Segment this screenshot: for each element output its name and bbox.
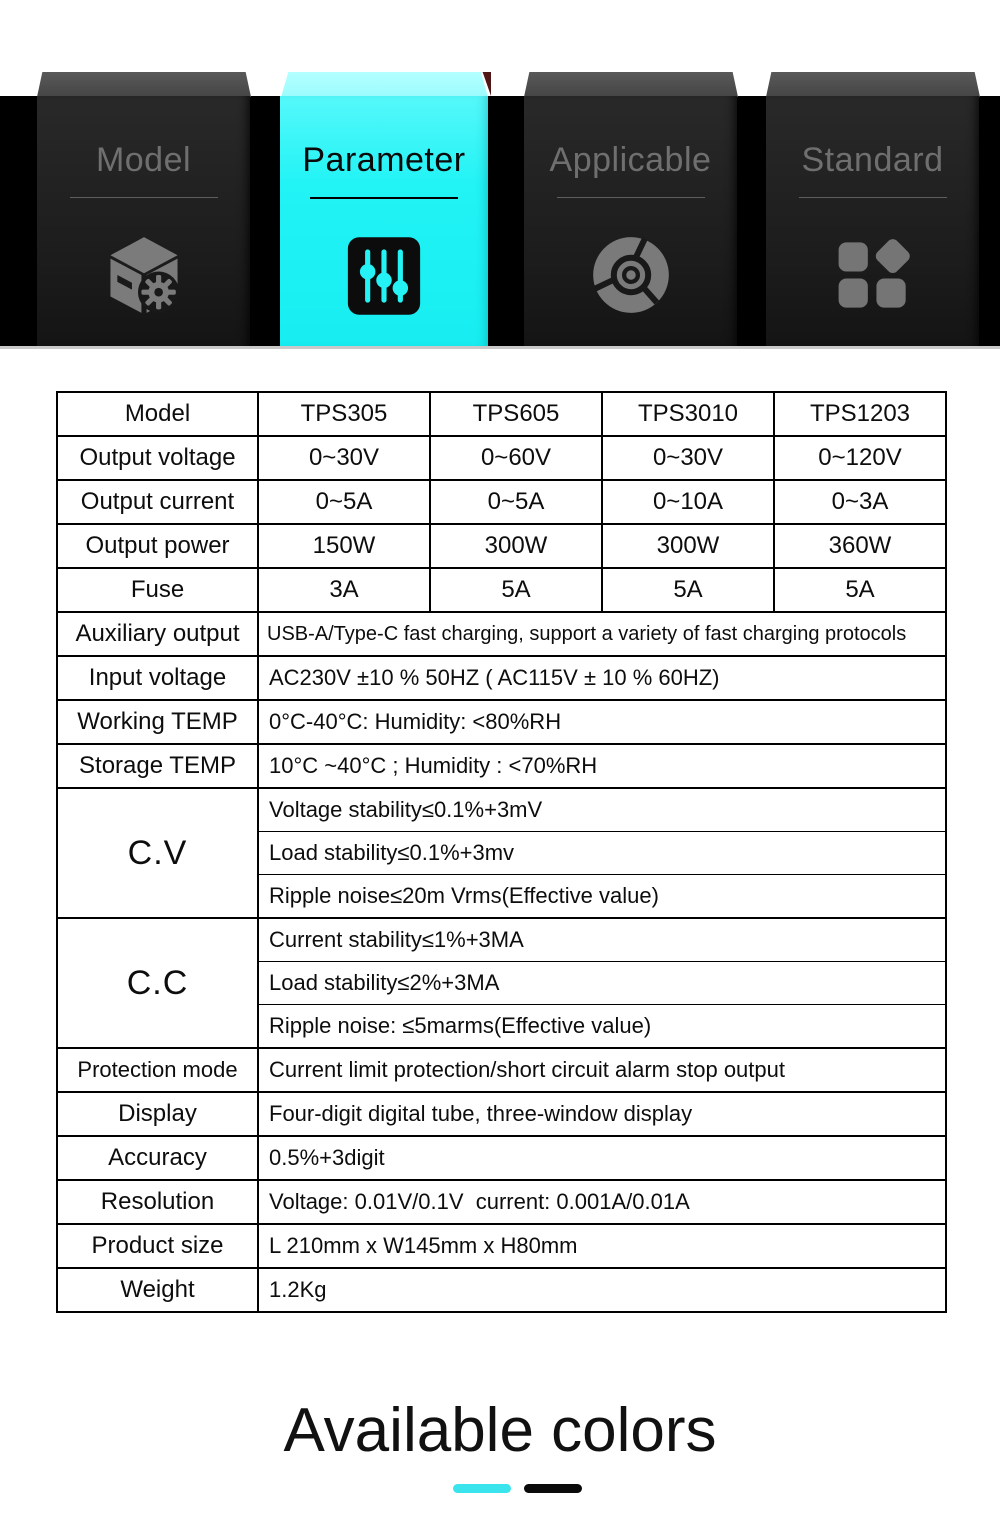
tab-standard-label: Standard — [801, 141, 944, 179]
cell: TPS305 — [258, 392, 430, 436]
cell: 5A — [602, 568, 774, 612]
row-label: Output power — [57, 524, 258, 568]
package-gear-icon — [101, 232, 187, 318]
cyan-dash — [453, 1484, 511, 1493]
cell: 10°C ~40°C ; Humidity : <70%RH — [258, 744, 946, 788]
cell: 0~30V — [602, 436, 774, 480]
row-label-cc: C.C — [57, 918, 258, 1048]
cell: Four-digit digital tube, three-window display — [258, 1092, 946, 1136]
cell: 0°C-40°C: Humidity: <80%RH — [258, 700, 946, 744]
cell: Current limit protection/short circuit alarm stop output — [258, 1048, 946, 1092]
table-row — [57, 1048, 946, 1092]
tab-parameter-flap — [280, 72, 489, 97]
cell: Voltage stability≤0.1%+3mV — [258, 788, 946, 832]
table-row — [57, 612, 946, 656]
table-row — [57, 1224, 946, 1268]
cell: 360W — [774, 524, 946, 568]
sliders-icon — [341, 233, 427, 319]
cell: 300W — [430, 524, 602, 568]
spec-table — [56, 391, 947, 1313]
table-row — [57, 1268, 946, 1312]
tab-applicable-flap — [524, 72, 738, 97]
row-label: Storage TEMP — [57, 744, 258, 788]
tab-applicable-underline — [557, 197, 705, 198]
tab-standard[interactable] — [766, 96, 979, 346]
row-label: Output voltage — [57, 436, 258, 480]
table-row — [57, 436, 946, 480]
row-label: Working TEMP — [57, 700, 258, 744]
cell: TPS3010 — [602, 392, 774, 436]
cell: 150W — [258, 524, 430, 568]
tab-model-underline — [70, 197, 218, 198]
row-label-cv: C.V — [57, 788, 258, 918]
cell: 0~5A — [430, 480, 602, 524]
tab-model-label: Model — [95, 141, 192, 179]
tab-parameter[interactable] — [280, 96, 488, 346]
table-row — [57, 1136, 946, 1180]
tab-applicable[interactable] — [524, 96, 737, 346]
cell: 300W — [602, 524, 774, 568]
row-label: Protection mode — [57, 1048, 258, 1092]
cell: L 210mm x W145mm x H80mm — [258, 1224, 946, 1268]
cell: 5A — [774, 568, 946, 612]
table-row — [57, 656, 946, 700]
cell: Load stability≤0.1%+3mv — [258, 832, 946, 875]
available-colors-title: Available colors — [283, 1396, 717, 1465]
cell: Current stability≤1%+3MA — [258, 918, 946, 962]
row-label: Fuse — [57, 568, 258, 612]
cell: 0.5%+3digit — [258, 1136, 946, 1180]
table-row — [57, 392, 946, 436]
cell: USB-A/Type-C fast charging, support a variety of fast charging protocols — [258, 612, 946, 656]
black-dash — [524, 1484, 582, 1493]
table-row — [57, 568, 946, 612]
cell: 0~120V — [774, 436, 946, 480]
row-label: Product size — [57, 1224, 258, 1268]
row-label: Model — [57, 392, 258, 436]
cell: 0~5A — [258, 480, 430, 524]
row-label: Output current — [57, 480, 258, 524]
table-row — [57, 1180, 946, 1224]
tab-standard-underline — [799, 197, 947, 198]
row-label: Input voltage — [57, 656, 258, 700]
table-row — [57, 524, 946, 568]
cell: 1.2Kg — [258, 1268, 946, 1312]
row-label: Resolution — [57, 1180, 258, 1224]
tab-applicable-label: Applicable — [549, 141, 712, 179]
cell: 0~60V — [430, 436, 602, 480]
cell: TPS605 — [430, 392, 602, 436]
row-label: Display — [57, 1092, 258, 1136]
table-row — [57, 1092, 946, 1136]
tab-parameter-label: Parameter — [302, 141, 466, 179]
table-row — [57, 700, 946, 744]
tab-parameter-underline — [310, 197, 458, 199]
cell: TPS1203 — [774, 392, 946, 436]
cell: 0~10A — [602, 480, 774, 524]
table-row — [57, 788, 946, 832]
chrome-icon — [588, 232, 674, 318]
cell: Ripple noise: ≤5marms(Effective value) — [258, 1005, 946, 1049]
shapes-icon — [830, 232, 916, 318]
cell: 0~30V — [258, 436, 430, 480]
cell: Ripple noise≤20m Vrms(Effective value) — [258, 875, 946, 919]
row-label: Weight — [57, 1268, 258, 1312]
row-label: Auxiliary output — [57, 612, 258, 656]
cell: Load stability≤2%+3MA — [258, 962, 946, 1005]
table-row — [57, 744, 946, 788]
tab-standard-flap — [766, 72, 980, 97]
cell: 3A — [258, 568, 430, 612]
tab-model[interactable] — [37, 96, 250, 346]
cell: AC230V ±10 % 50HZ ( AC115V ± 10 % 60HZ) — [258, 656, 946, 700]
row-label: Accuracy — [57, 1136, 258, 1180]
title-accent-dashes — [453, 1484, 582, 1493]
table-row — [57, 480, 946, 524]
tab-strip-shadow — [0, 346, 1000, 349]
cell: 0~3A — [774, 480, 946, 524]
cell: Voltage: 0.01V/0.1V current: 0.001A/0.01A — [258, 1180, 946, 1224]
table-row — [57, 918, 946, 962]
cell: 5A — [430, 568, 602, 612]
tab-model-flap — [37, 72, 251, 97]
